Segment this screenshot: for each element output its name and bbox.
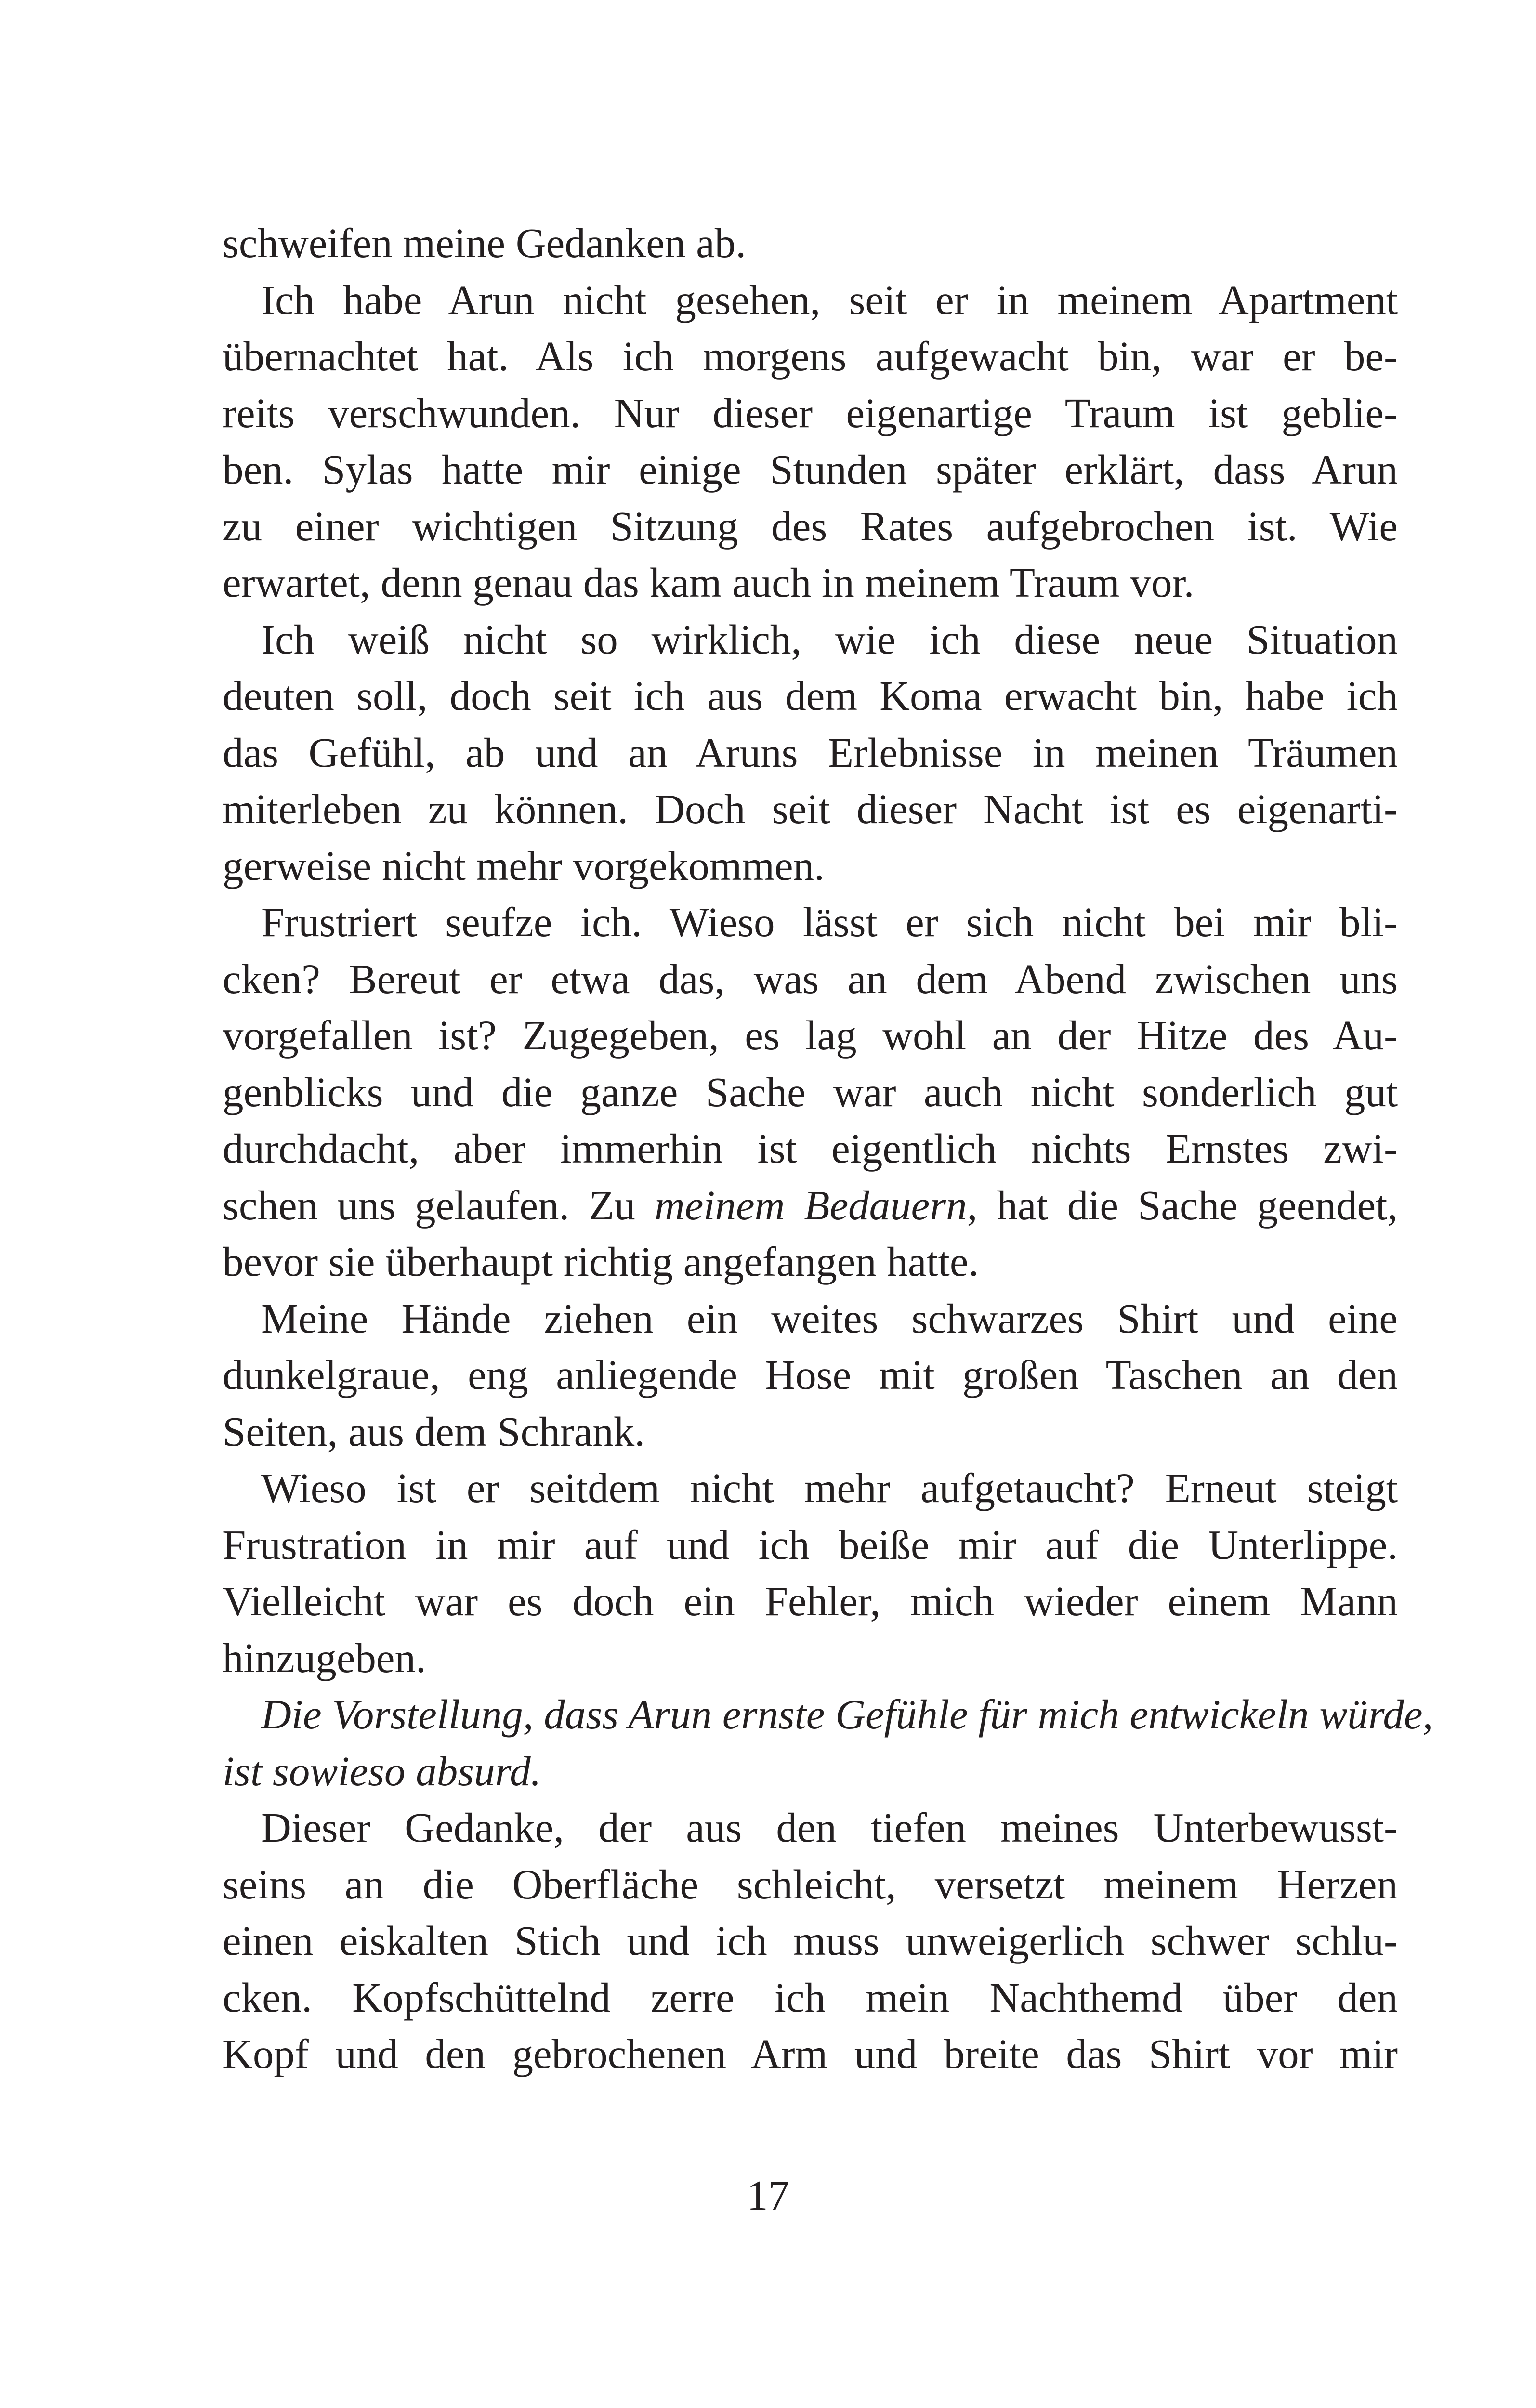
italic-thought-line: Die Vorstellung, dass Arun ernste Gefühle für mich entwickeln würde, [261,1691,1433,1738]
text-line: genblicks und die ganze Sache war auch nicht sonderlich gut [223,1068,1398,1115]
text-line: Wieso ist er seitdem nicht mehr aufgetaucht? Erneut steigt [261,1465,1398,1511]
text-line: hinzugeben. [223,1634,426,1681]
text-line: bevor sie überhaupt richtig angefangen hatte. [223,1238,979,1285]
text-line: Dieser Gedanke, der aus den tiefen meines Unterbewusst- [261,1804,1398,1851]
text-line: das Gefühl, ab und an Aruns Erlebnisse in meinen Träumen [223,729,1398,776]
text-line: seins an die Oberfläche schleicht, versetzt meinem Herzen [223,1860,1398,1908]
text-line: Meine Hände ziehen ein weites schwarzes Shirt und eine [261,1295,1398,1342]
text-line: Frustration in mir auf und ich beiße mir auf die Unterlippe. [223,1521,1398,1568]
text-line: reits verschwunden. Nur dieser eigenartige Traum ist geblie- [223,389,1398,436]
text-line: übernachtet hat. Als ich morgens aufgewacht bin, war er be- [223,333,1398,380]
text-line: schen uns gelaufen. Zu meinem Bedauern, hat die Sache geendet, [223,1181,1398,1229]
italic-thought-line: ist sowieso absurd. [223,1747,541,1794]
text-line: erwartet, denn genau das kam auch in meinem Traum vor. [223,559,1195,606]
text-line: einen eiskalten Stich und ich muss unweigerlich schwer schlu- [223,1917,1398,1964]
text-line: cken. Kopfschüttelnd zerre ich mein Nachthemd über den [223,1974,1398,2021]
text-line: deuten soll, doch seit ich aus dem Koma erwacht bin, habe ich [223,672,1398,719]
text-line: zu einer wichtigen Sitzung des Rates aufgebrochen ist. Wie [223,502,1398,550]
text-line: ben. Sylas hatte mir einige Stunden später erklärt, dass Arun [223,446,1398,493]
body-text [223,215,1433,2082]
text-line: dunkelgraue, eng anliegende Hose mit großen Taschen an den [223,1351,1398,1398]
text-line: schweifen meine Gedanken ab. [223,220,747,266]
text-line: cken? Bereut er etwa das, was an dem Abend zwischen uns [223,955,1398,1002]
page-number: 17 [747,2172,789,2219]
text-line: Vielleicht war es doch ein Fehler, mich wieder einem Mann [223,1578,1398,1624]
text-line: vorgefallen ist? Zugegeben, es lag wohl an der Hitze des Au- [223,1012,1398,1059]
text-line: Frustriert seufze ich. Wieso lässt er sich nicht bei mir bli- [261,899,1398,945]
text-line: Ich weiß nicht so wirklich, wie ich diese neue Situation [261,615,1398,663]
text-line: Ich habe Arun nicht gesehen, seit er in meinem Apartment [261,276,1398,323]
italic-emphasis: meinem Bedauern [654,1181,967,1229]
text-line: durchdacht, aber immerhin ist eigentlich nichts Ernstes zwi- [223,1125,1398,1172]
text-line: Kopf und den gebrochenen Arm und breite das Shirt vor mir [223,2030,1398,2077]
text-line: Seiten, aus dem Schrank. [223,1408,645,1455]
text-line: gerweise nicht mehr vorgekommen. [223,842,825,889]
text-line: miterleben zu können. Doch seit dieser Nacht ist es eigenarti- [223,785,1398,832]
